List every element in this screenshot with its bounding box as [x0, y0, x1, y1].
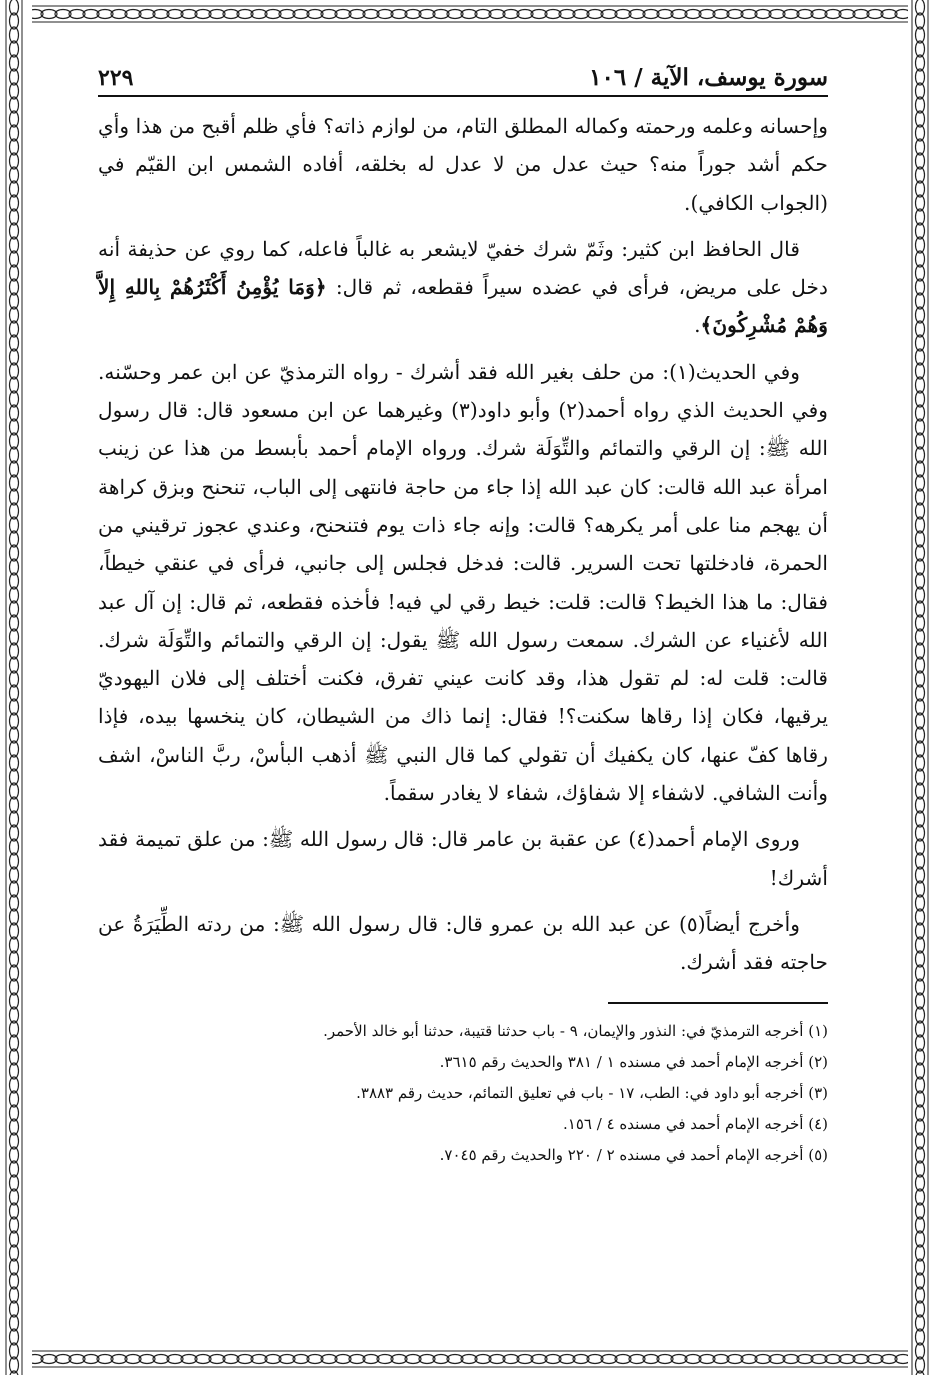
chain-border-left	[0, 0, 32, 1375]
running-header	[98, 55, 828, 97]
main-text	[98, 107, 828, 982]
decorative-border-left	[0, 0, 32, 1375]
footnote-1: (١) أخرجه الترمذيّ في: النذور والإيمان، ٩ - باب حدثنا قتيبة، حدثنا أبو خالد الأحمر.	[323, 1021, 828, 1040]
paragraph-2-text: قال الحافظ ابن كثير: وثَمّ شرك خفيّ لايشعر به غالباً فاعله، كما روي عن حذيفة أنه دخل على مريض، فرأى في عضده سيراً فقطعه، ثم قال:	[98, 236, 828, 300]
paragraph-3: وفي الحديث(١): من حلف بغير الله فقد أشرك - رواه الترمذيّ عن ابن عمر وحسّنه. وفي الحديث الذي رواه أحمد(٢) وأبو داود(٣) وغيرهما عن ابن مسعود قال: قال رسول الله ﷺ: إن الرقي والتمائم والتِّوَلَة شرك. ورواه الإمام أحمد بأبسط من هذا عن زينب امرأة عبد الله قالت: كان عبد الله إذا جاء من حاجة فانتهى إلى الباب، تنحنح وبزق كراهة أن يهجم منا على أمر يكرهه؟ قالت: وإنه جاء ذات يوم فتنحنح، وعندي عجوز ترقيني من الحمرة، فادخلتها تحت السرير. قالت: فدخل فجلس إلى جانبي، فرأى في عنقي خيطاً، فقال: ما هذا الخيط؟ قالت: قلت: خيط رقي لي فيه! فأخذه فقطعه، ثم قال: إن آل عبد الله لأغنياء عن الشرك. سمعت رسول الله ﷺ يقول: إن الرقي والتمائم والتِّوَلَة شرك. قالت: قلت له: لم تقول هذا، وقد كانت عيني تفرق، فكنت أختلف إلى فلان اليهوديّ يرقيها، فكان إذا رقاها سكنت؟! فقال: إنما ذاك من الشيطان، كان ينخسها بيده، فإذا رقاها كفّ عنها، كان يكفيك أن تقولي كما قال النبي ﷺ أذهب البأسْ، ربَّ الناسْ، اشف وأنت الشافي. لاشفاء إلا شفاؤك، شفاء لا يغادر سقماً.	[98, 359, 828, 806]
paragraph-5: وأخرج أيضاً(٥) عن عبد الله بن عمرو قال: قال رسول الله ﷺ: من ردته الطِّيَرَةُ عن حاجته فقد أشرك.	[98, 911, 828, 975]
page-number: ٢٢٩	[98, 65, 134, 91]
footnote-3: (٣) أخرجه أبو داود في: الطب، ١٧ - باب في تعليق التمائم، حديث رقم ٣٨٨٣.	[356, 1083, 828, 1102]
decorative-border-top	[0, 0, 934, 28]
header-title: سورة يوسف، الآية / ١٠٦	[589, 64, 828, 91]
quran-verse: ﴿وَمَا يُؤْمِنُ أَكْثَرُهُمْ بِاللهِ إِلاَّ وَهُمْ مُشْرِكُونَ﴾	[98, 275, 828, 338]
footnote-2: (٢) أخرجه الإمام أحمد في مسنده ١ / ٣٨١ والحديث رقم ٣٦١٥.	[439, 1052, 828, 1071]
chain-border-bottom	[0, 1345, 934, 1375]
paragraph-4: وروى الإمام أحمد(٤) عن عقبة بن عامر قال: قال رسول الله ﷺ: من علق تميمة فقد أشرك!	[98, 827, 828, 890]
footnotes	[98, 1016, 828, 1171]
chain-border-top	[0, 0, 934, 28]
decorative-border-bottom	[0, 1345, 934, 1375]
footnote-divider	[608, 1002, 828, 1004]
chain-border-right	[908, 0, 934, 1375]
paragraph-2-end: .	[694, 313, 701, 338]
footnote-5: (٥) أخرجه الإمام أحمد في مسنده ٢ / ٢٢٠ والحديث رقم ٧٠٤٥.	[439, 1145, 828, 1164]
decorative-border-right	[908, 0, 934, 1375]
footnote-4: (٤) أخرجه الإمام أحمد في مسنده ٤ / ١٥٦.	[563, 1114, 828, 1133]
paragraph-1: وإحسانه وعلمه ورحمته وكماله المطلق التام، من لوازم ذاته؟ فأي ظلم أقبح من هذا وأي حكم أشد جوراً منه؟ حيث عدل من لا عدل له بخلقه، أفاده الشمس ابن القيّم في (الجواب الكافي).	[98, 114, 828, 215]
book-page	[98, 55, 828, 1171]
paragraph-2	[98, 230, 828, 345]
